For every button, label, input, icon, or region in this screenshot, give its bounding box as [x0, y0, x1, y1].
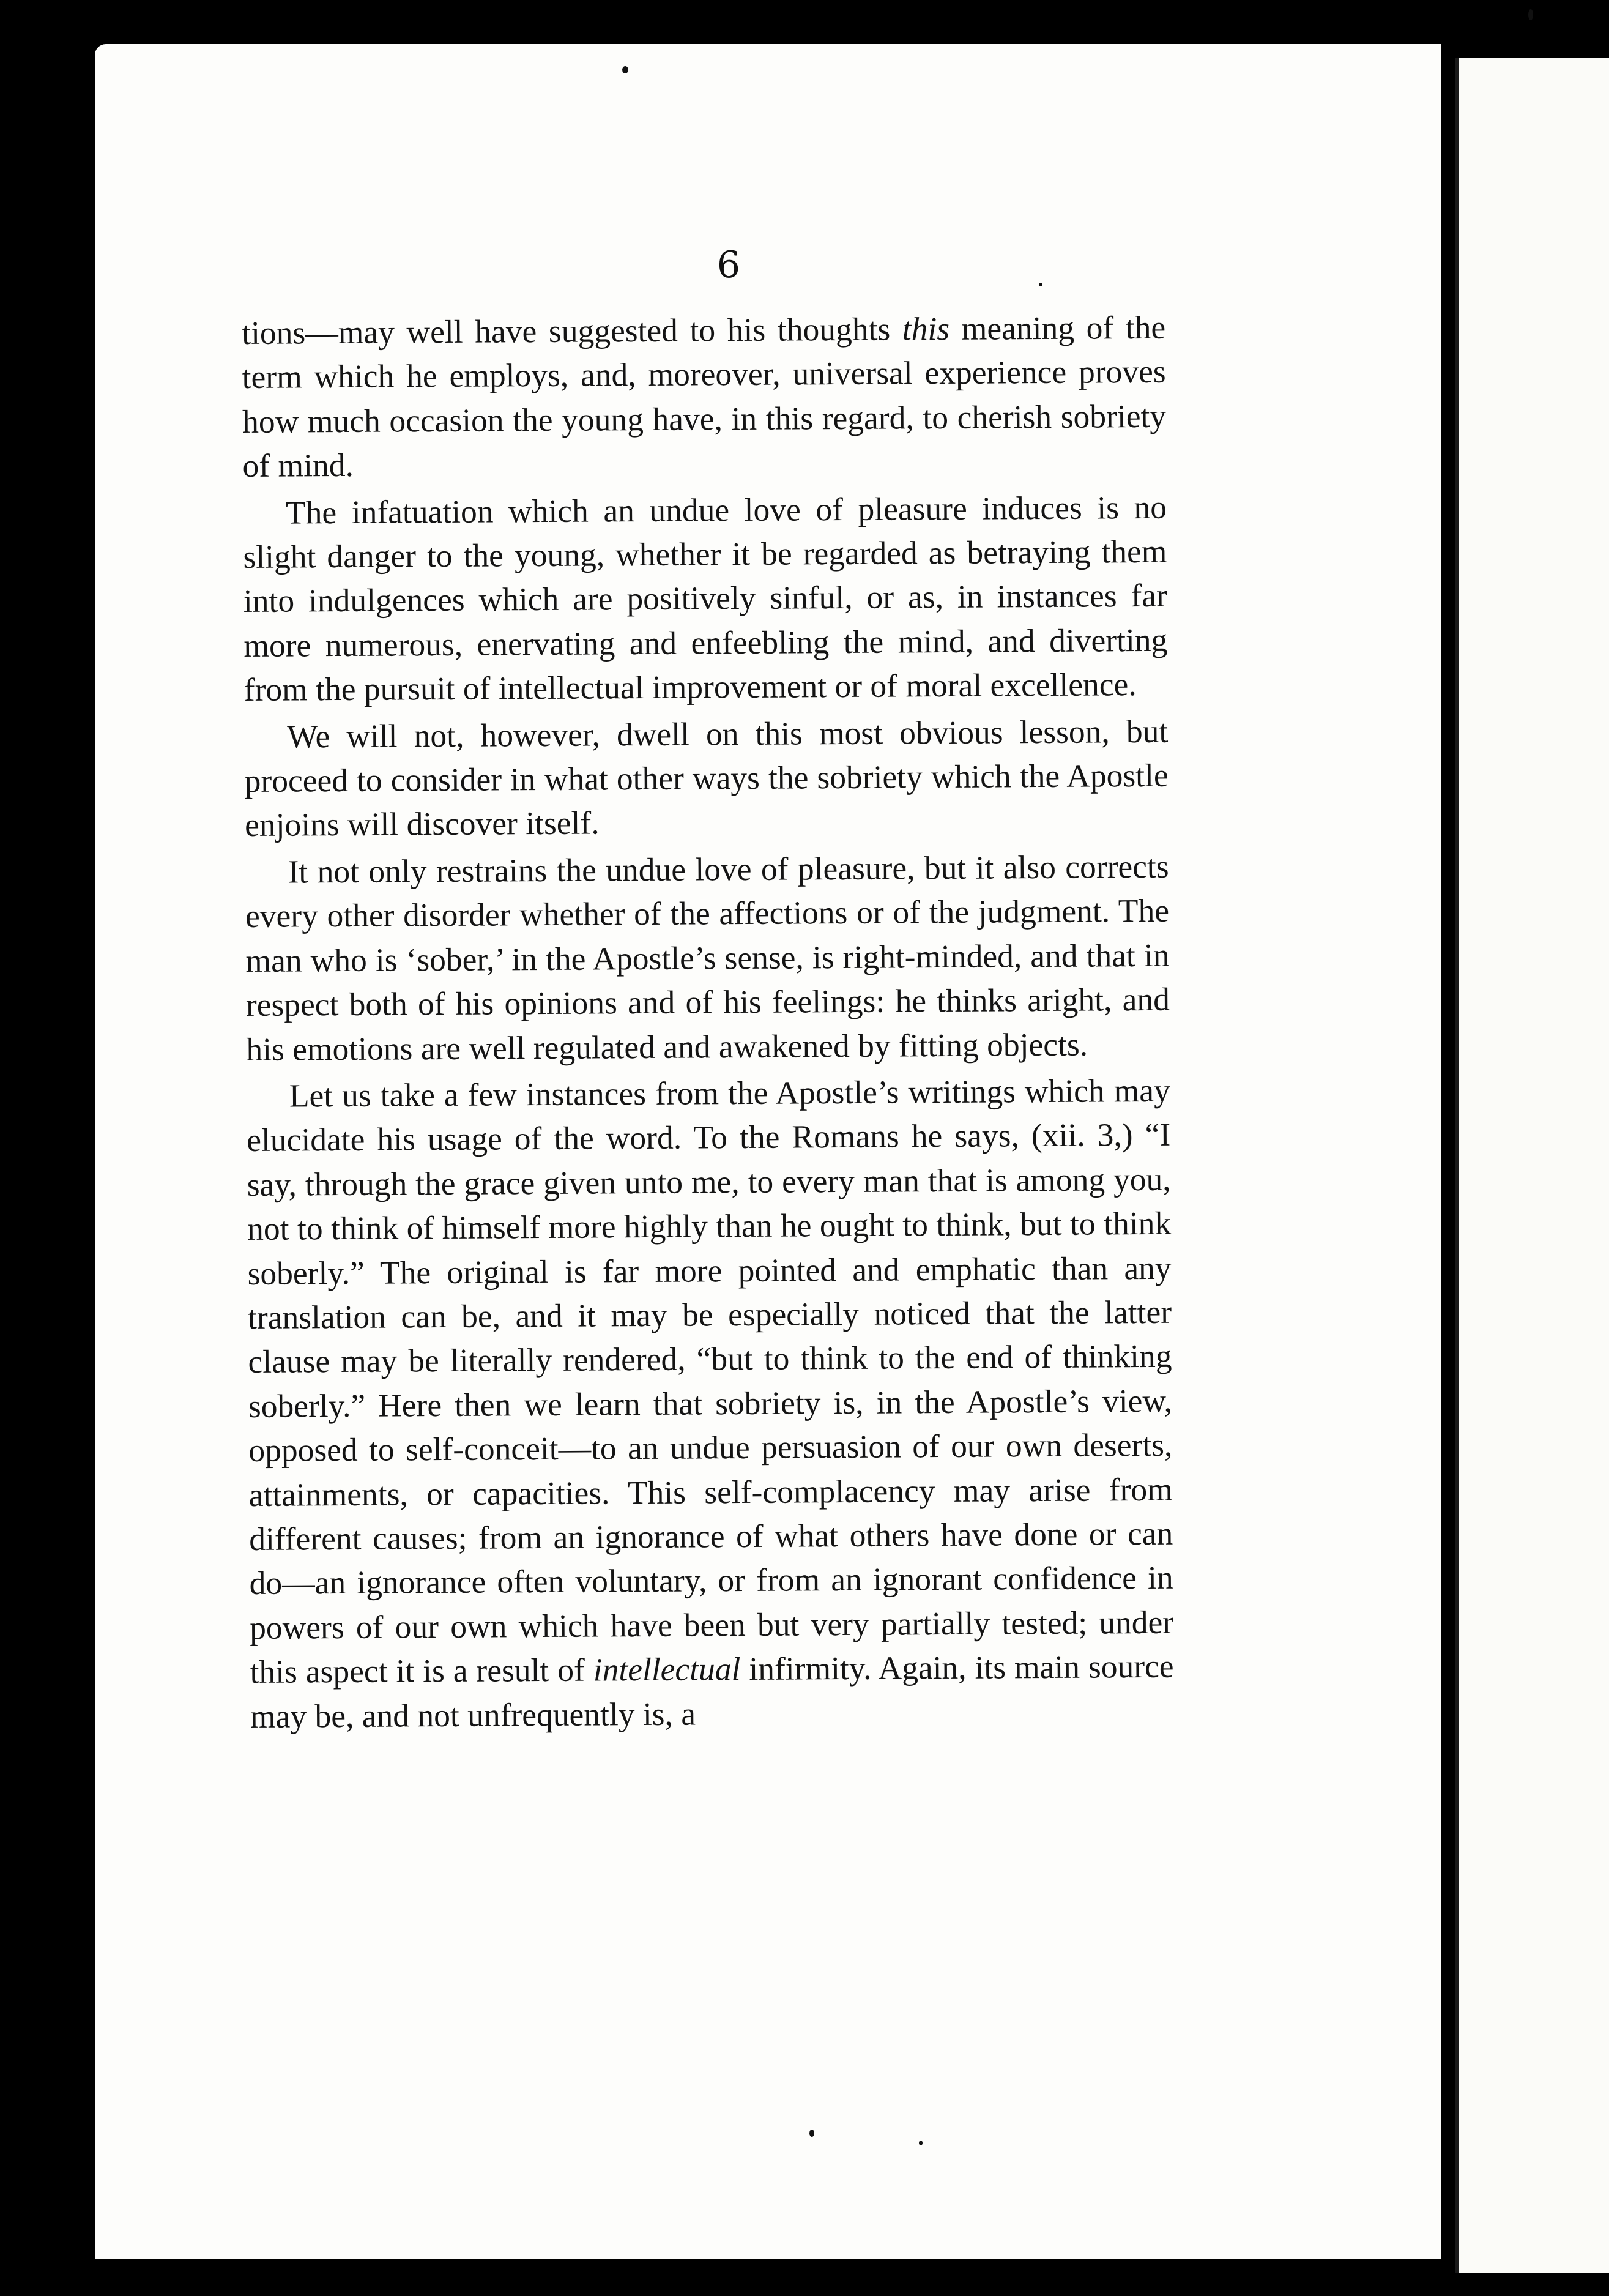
text-run: It not only restrains the undue love of pleasure, but it also corrects every other disorder whether of the affections or of the judgment. The man who is ‘sober,’ in the Apostle’s sense, is right-minded, and that in respect both of his opinions and of his feelings: he thinks aright, and his emotions are well regulated and awakened by fitting objects.	[245, 848, 1170, 1068]
paragraph	[243, 485, 1168, 712]
paragraph	[242, 305, 1167, 488]
text-run: Let us take a few instances from the Apostle’s writings which may elucidate his usage of the word. To the Romans he says, (xii. 3,) “I say, through the grace given unto me, to every man that is among you, not to think of himself more highly than he ought to think, but to think soberly.” The original is far more pointed and emphatic than any translation can be, and it may be especially noticed that the latter clause may be literally rendered, “but to think to the end of thinking soberly.” Here then we learn that sobriety is, in the Apostle’s view, opposed to self-conceit—to an undue persuasion of our own deserts, attainments, or capacities. This self-complacency may arise from different causes; from an ignorance of what others have done or can do—an ignorance often voluntary, or from an ignorant confidence in powers of our own which have been but very partially tested; under this aspect it is a result of	[247, 1072, 1174, 1691]
ink-speck	[919, 2141, 923, 2145]
italic-text: intellectual	[593, 1650, 741, 1688]
text-run: infirmity. Again, its main source may be, and not unfrequently is, a	[250, 1647, 1174, 1735]
paragraph	[247, 1068, 1175, 1739]
page-number: 6	[716, 244, 741, 286]
text-run: meaning of the term which he employs, and, moreover, universal experience proves how much occasion the young have, in this regard, to cherish sobriety of mind.	[242, 308, 1167, 485]
ink-speck	[1039, 283, 1042, 286]
ink-speck	[622, 66, 628, 73]
text-run: tions—may well have suggested to his thoughts	[242, 310, 902, 351]
italic-text: this	[902, 310, 950, 348]
ink-speck	[809, 2130, 814, 2137]
text-run: The infatuation which an undue love of pleasure induces is no slight danger to the young, whether it be regarded as betraying them into indulgences which are positively sinful, or as, in instances far more numerous, enervating and enfeebling the mind, and diverting from the pursuit of intellectual improvement or of moral excellence.	[243, 488, 1168, 709]
paragraph	[244, 709, 1169, 847]
paragraph	[245, 844, 1170, 1072]
facing-page-edge	[1455, 58, 1609, 2273]
body-text	[242, 305, 1174, 1741]
text-run: We will not, however, dwell on this most obvious lesson, but proceed to consider in what other ways the sobriety which the Apostle enjoins will discover itself.	[244, 712, 1169, 844]
ink-speck	[1528, 9, 1533, 20]
